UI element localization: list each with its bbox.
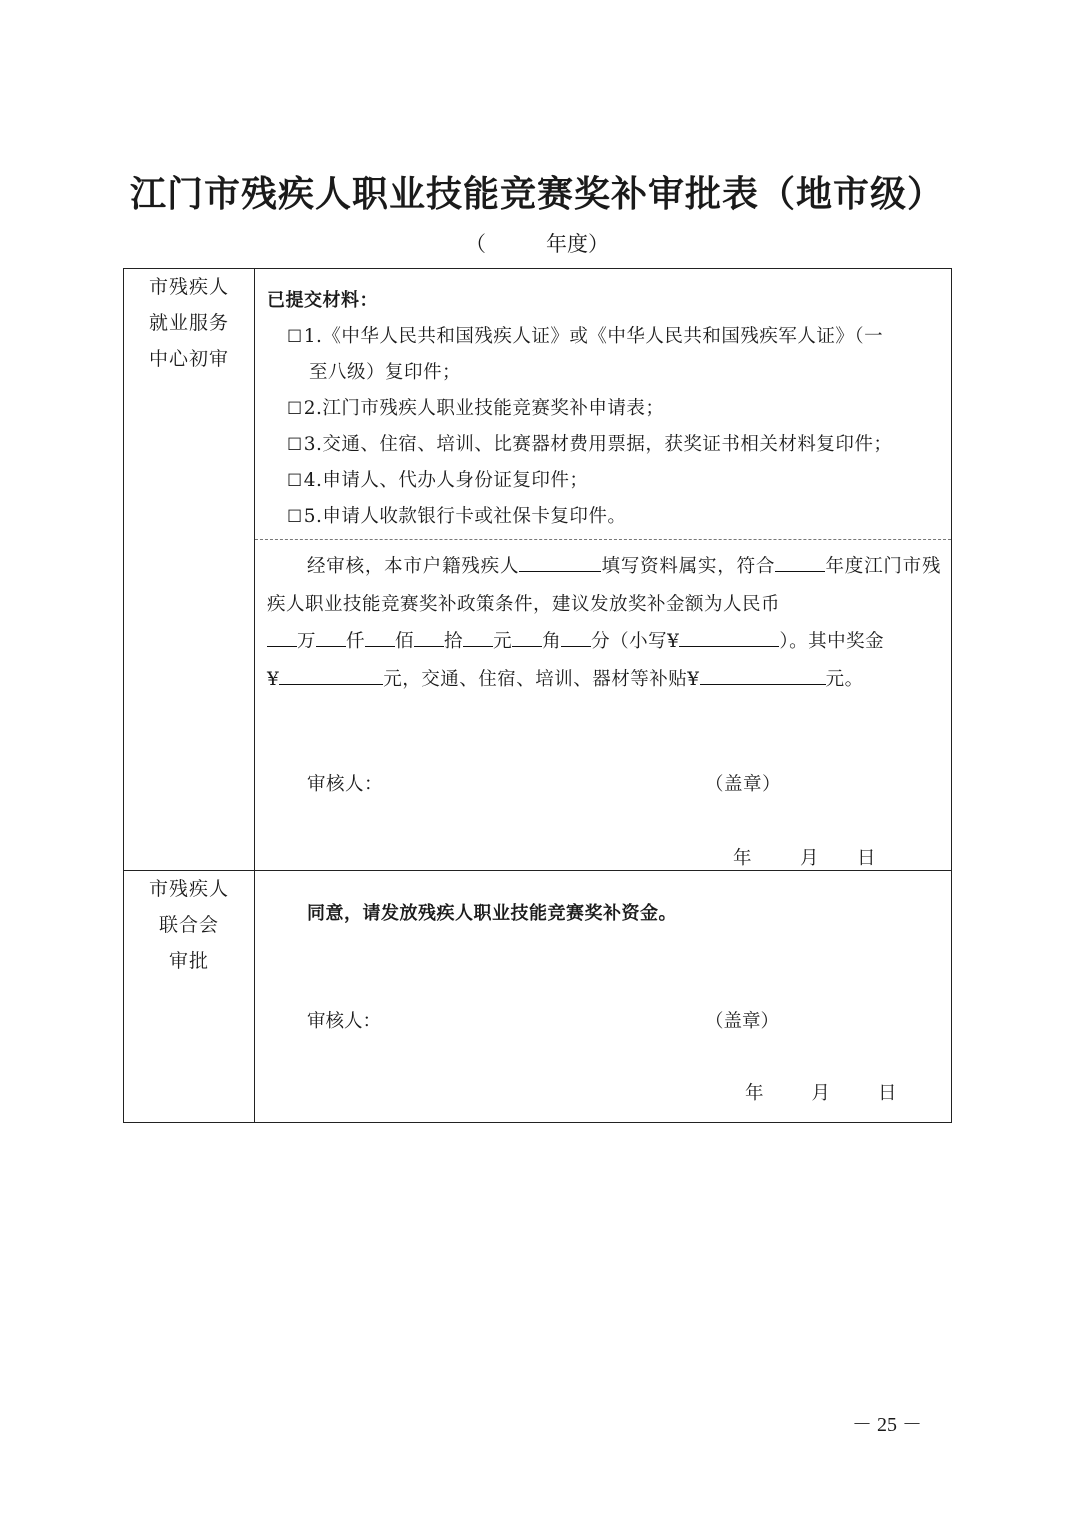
year-open-paren: （ [465, 232, 486, 256]
review-paragraph: 经审核，本市户籍残疾人 填写资料属实，符合 年度江门市残疾人职业技能竞赛奖补政策条件，建议发放奖补金额为人民币 万 仟 佰 拾 元 角 分（小写¥ ）。其中奖金 ¥ 元，交通、住宿、培训、器材等补贴¥ 元。 [267, 548, 941, 698]
material-item-4[interactable]: ☐4.申请人、代办人身份证复印件； [287, 470, 589, 491]
checkbox-icon[interactable]: ☐ [287, 507, 303, 527]
material-item-3[interactable]: ☐3.交通、住宿、培训、比赛器材费用票据，获奖证书相关材料复印件； [287, 434, 893, 455]
amount-numeric-blank[interactable] [679, 626, 779, 647]
federation-label: 市残疾人 联合会 审批 [148, 878, 229, 972]
year-line [0, 228, 1074, 258]
prize-amount-blank[interactable] [279, 664, 383, 685]
section-federation-approval [124, 871, 952, 1123]
material-item-5[interactable]: ☐5.申请人收款银行卡或社保卡复印件。 [287, 506, 627, 527]
amount-yuan-blank[interactable] [463, 626, 493, 647]
approval-form-table [123, 268, 952, 1123]
material-item-1[interactable]: ☐1.《中华人民共和国残疾人证》或《中华人民共和国残疾军人证》（一 [287, 326, 884, 347]
federation-content-cell [255, 871, 952, 1123]
federation-date: 年 月 日 [745, 1083, 897, 1104]
approval-statement: 同意，请发放残疾人职业技能竞赛奖补资金。 [307, 903, 677, 924]
amount-shi-blank[interactable] [414, 626, 444, 647]
amount-fen-blank[interactable] [561, 626, 591, 647]
checkbox-icon[interactable]: ☐ [287, 471, 303, 491]
review-opinion [255, 540, 951, 870]
material-item-2[interactable]: ☐2.江门市残疾人职业技能竞赛奖补申请表； [287, 398, 665, 419]
federation-seal-label: （盖章） [705, 1011, 780, 1032]
federation-reviewer-label: 审核人： [307, 1011, 382, 1032]
policy-year-blank[interactable] [775, 551, 825, 572]
initial-reviewer-label: 审核人： [307, 774, 384, 795]
initial-seal-label: （盖章） [705, 774, 782, 795]
applicant-name-blank[interactable] [519, 551, 601, 572]
federation-approval [255, 871, 951, 1122]
section-initial-review [124, 269, 952, 871]
amount-bai-blank[interactable] [365, 626, 395, 647]
checkbox-icon[interactable]: ☐ [287, 327, 303, 347]
amount-wan-blank[interactable] [267, 626, 297, 647]
initial-review-label-cell [124, 269, 255, 871]
year-label: 年度） [546, 232, 609, 256]
checkbox-icon[interactable]: ☐ [287, 399, 303, 419]
initial-date: 年 月 日 [733, 848, 877, 869]
initial-review-content-cell [255, 269, 952, 871]
material-item-1-continuation: 至八级）复印件； [309, 362, 462, 383]
page-number: － 25 － [852, 1414, 922, 1436]
subsidy-amount-blank[interactable] [700, 664, 826, 685]
materials-heading: 已提交材料： [267, 290, 378, 311]
form-title: 江门市残疾人职业技能竞赛奖补审批表（地市级） [129, 174, 944, 215]
amount-jiao-blank[interactable] [512, 626, 542, 647]
amount-qian-blank[interactable] [316, 626, 346, 647]
submitted-materials [255, 269, 951, 539]
checkbox-icon[interactable]: ☐ [287, 435, 303, 455]
federation-label-cell [124, 871, 255, 1123]
initial-review-label: 市残疾人 就业服务 中心初审 [148, 276, 229, 370]
